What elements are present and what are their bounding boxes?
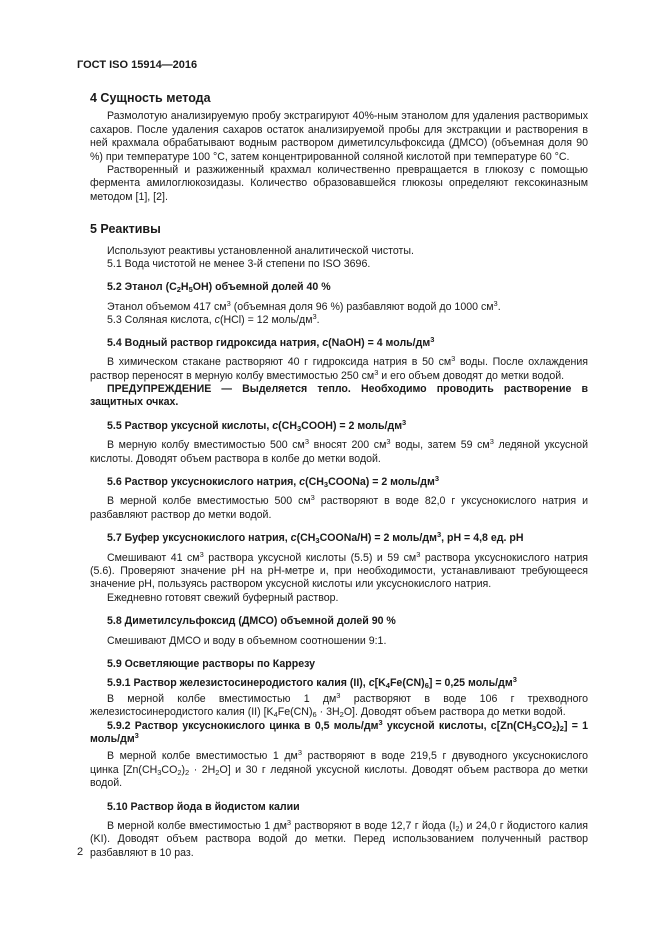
section-4-paragraph-1: Размолотую анализируемую пробу экстрагируют 40%-ным этанолом для удаления растворимых сахаров. После удаления сахаров остаток анализируемой пробы для экстракции и растворения в ней крахмала обрабатывают водным раствором диметилсульфоксида (ДМСО) (объемная доля 90 %) при температуре 100 °C, затем концентрированной соляной кислотой при температуре 60 °C. [90, 110, 588, 163]
clause-5-1: 5.1 Вода чистотой не менее 3-й степени по ISO 3696. [107, 258, 371, 271]
clause-5-5-heading: 5.5 Раствор уксусной кислоты, $c(CH_3COOH) = 2$ моль/$дм^3$ [107, 417, 407, 433]
clause-5-10-heading: 5.10 Раствор йода в йодистом калии [107, 800, 300, 813]
clause-5-7-heading: 5.7 Буфер уксуснокислого натрия, $c(CH_3COONa/H) = 2$ моль/$дм^3$, pH = 4,8 ед. pH [107, 530, 524, 546]
page-number: 2 [77, 846, 84, 858]
warning-note: ПРЕДУПРЕЖДЕНИЕ — Выделяется тепло. Необходимо проводить растворение в защитных очках. [90, 382, 588, 409]
clause-5-6-heading: 5.6 Раствор уксуснокислого натрия, $c(CH_3COONa) = 2$ моль/$дм^3$ [107, 473, 440, 489]
clause-5-9-heading: 5.9 Осветляющие растворы по Каррезу [107, 658, 315, 670]
clause-5-4-text: В химическом стакане растворяют 40 г гидроксида натрия в 50 $см^3$ воды. После охлаждения раствор переносят в мерную колбу вместимостью 250 $см^3$ и его объем доводят до метки водой. [90, 354, 588, 382]
clause-5-3: 5.3 Соляная кислота, c(HCl) = 12 моль/$дм^3$. [107, 312, 320, 327]
clause-5-7-text: Смешивают 41 $см^3$ раствора уксусной кислоты (5.5) и 59 $см^3$ раствора уксуснокислого натрия (5.6). Проверяют значение pH на pH-метре и, при необходимости, устанавливают требующееся значение pH, пользуясь раствором уксусной кислоты или уксуснокислого натрия. [90, 549, 589, 591]
page-content [90, 92, 588, 860]
clause-5-6-text: В мерной колбе вместимостью 500 $см^3$ растворяют в воде 82,0 г уксуснокислого натрия и разбавляют раствор до метки водой. [90, 493, 588, 521]
clause-5-8-text: Смешивают ДМСО и воду в объемном соотношении 9:1. [107, 634, 387, 647]
section-4-paragraph-2: Растворенный и разжиженный крахмал количественно превращается в глюкозу с помощью фермента амилоглюкозидазы. Количество образовавшейся глюкозы определяют гексокиназным методом [1], [2]. [90, 164, 588, 203]
clause-5-8-heading: 5.8 Диметилсульфоксид (ДМСО) объемной долей 90 % [107, 615, 396, 628]
clause-5-9-2-text: В мерной колбе вместимостью 1 $дм^3$ растворяют в воде 219,5 г двуводного уксуснокислого цинка $[Zn(CH_3CO_2)_2 \cdot 2H_2O]$ и 30 г ледяной уксусной кислоты. Доводят объем раствора до метки водой. [90, 748, 589, 790]
clause-5-10-text: В мерной колбе вместимостью 1 $дм^3$ растворяют в воде 12,7 г йода $(I_2)$ и 24,0 г йодистого калия (KI). Доводят объем раствора водой до метки. Перед использованием полученный раствор разбавляют в 10 раз. [90, 818, 589, 859]
clause-5-9-1-heading: 5.9.1 Раствор железистосинеродистого калия (II), $c[K_4Fe(CN)_6] = 0,25$ моль/$дм^3$ [107, 675, 517, 691]
clause-5-9-1-text: В мерной колбе вместимостью 1 $дм^3$ растворяют в воде 106 г трехводного железистосинеродистого калия (II) $[K_4Fe(CN)_6 \cdot 3H_2O]$. Доводят объем раствора до метки водой. [90, 690, 588, 720]
clause-5-2-text: Этанол объемом 417 $см^3$ (объемная доля 96 %) разбавляют водой до 1000 $см^3$. [107, 298, 501, 313]
clause-5-5-text: В мерную колбу вместимостью 500 $см^3$ вносят 200 $см^3$ воды, затем 59 $см^3$ ледяной уксусной кислоты. Доводят объем раствора в колбе до метки водой. [90, 437, 588, 465]
section-5-intro: Используют реактивы установленной аналитической чистоты. [107, 244, 414, 257]
clause-5-2-heading: 5.2 Этанол $(C_2H_5OH)$ объемной долей 40 % [107, 281, 331, 295]
section-5-title: 5 Реактивы [90, 222, 161, 237]
section-4-title: 4 Сущность метода [90, 91, 211, 105]
clause-5-9-2-heading: 5.9.2 Раствор уксуснокислого цинка в 0,5 моль/$дм^3$ уксусной кислоты, $c[Zn(CH_3CO_2)_2] = 1$ моль/$дм^3$ [90, 717, 588, 746]
standard-header: ГОСТ ISO 15914—2016 [77, 59, 198, 71]
clause-5-4-heading: 5.4 Водный раствор гидроксида натрия, c(NaOH) = 4 моль/$дм^3$ [107, 334, 435, 349]
clause-5-7-note: Ежедневно готовят свежий буферный раствор. [107, 591, 339, 604]
